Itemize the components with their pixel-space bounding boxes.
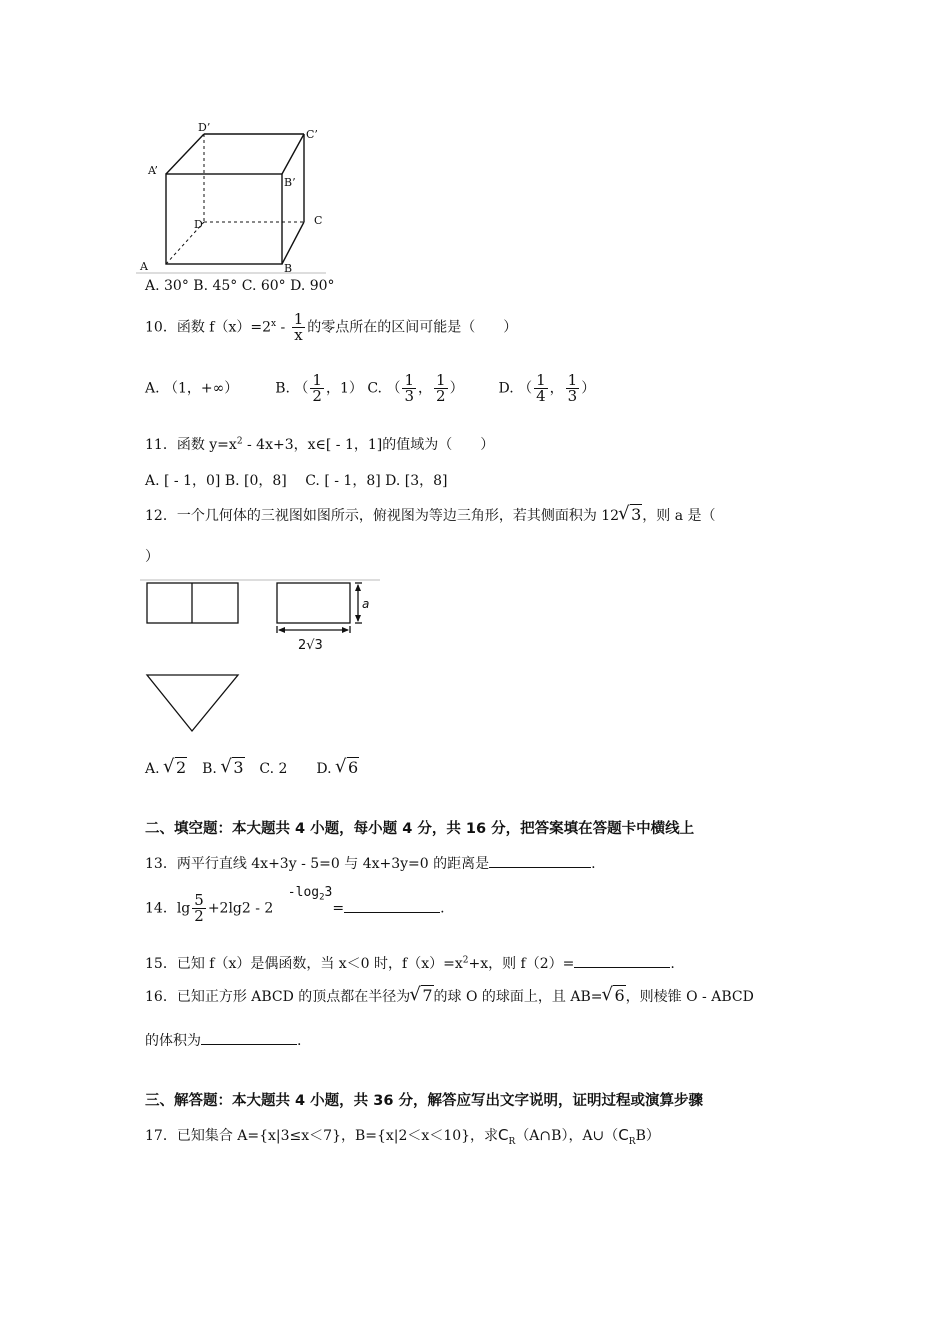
dim-bottom-label: 2√3 <box>298 638 323 653</box>
q11-options: A. [ - 1，0] B. [0，8] C. [ - 1，8] D. [3，8] <box>145 473 448 489</box>
q13-answer-blank[interactable] <box>489 867 591 868</box>
q14: 14．lg $\frac{5}{2}$ +2lg2 - 2 $-\log_23=$ . <box>145 885 445 925</box>
q10-fraction: $\frac{1}{x}$ <box>293 310 304 344</box>
q17: 17．已知集合 A={x|3≤x＜7}，B={x|2＜x＜10}，求$C_R(A\cap B)$，$A\cup(C_RB)$ <box>145 1126 660 1147</box>
q11-stem: 11．函数 $y=x^2 - 4x+3$，x∈[ - 1，1]的值域为（ ） <box>145 436 495 453</box>
label-B-prime: B’ <box>284 176 296 189</box>
q14-answer-blank[interactable] <box>344 912 440 913</box>
q12-stem-close: ） <box>145 549 159 565</box>
label-A-prime: A’ <box>148 164 158 177</box>
q13: 13．两平行直线 4x+3y - 5=0 与 4x+3y=0 的距离是 . <box>145 856 596 872</box>
cube-front-face <box>166 174 282 264</box>
dim-a-label: a <box>362 597 370 611</box>
q10-options: A. （1，+∞） B. （ $\frac{1}{2}$ ，1） C. （ $\frac{1}{3}$ ， $\frac{1}{2}$ ） D. （ $\frac{1}{4}$ ， $\frac{1}{3}$ ） <box>145 371 596 405</box>
q10-stem: 10．函数 $f(x)=2^x$ - $\frac{1}{x}$ 的零点所在的区间可能是（ ） <box>145 310 518 344</box>
three-view-figure <box>140 575 380 745</box>
cube-figure <box>136 118 336 278</box>
top-view-triangle <box>147 675 238 731</box>
q16-answer-blank[interactable] <box>201 1044 297 1045</box>
q15-answer-blank[interactable] <box>574 967 670 968</box>
q15: 15．已知 f（x）是偶函数，当 x＜0 时，$f(x)=x^2+x$，则 f（2）= . <box>145 955 675 972</box>
q12-options: A. √ 2 B. √ 3 C. 2 D. √ 6 <box>145 758 359 777</box>
label-C: C <box>314 214 323 227</box>
label-B: B <box>284 262 293 275</box>
q16-line2: 的体积为 . <box>145 1033 302 1049</box>
q16: 16．已知正方形 ABCD 的顶点都在半径为√ 7的球 O 的球面上，且 AB=√ 6，则棱锥 O - ABCD <box>145 986 754 1006</box>
side-view <box>277 583 350 623</box>
section2-heading: 二、填空题：本大题共 4 小题，每小题 4 分，共 16 分，把答案填在答题卡中横线上 <box>145 821 695 837</box>
q12-stem: 12．一个几何体的三视图如图所示，俯视图为等边三角形，若其侧面积为 12√ 3，则 a 是（ <box>145 505 716 525</box>
label-C-prime: C’ <box>306 128 318 141</box>
label-D: D <box>194 218 203 231</box>
label-D-prime: D’ <box>198 121 211 134</box>
section3-heading: 三、解答题：本大题共 4 小题，共 36 分，解答应写出文字说明，证明过程或演算步骤 <box>145 1093 703 1109</box>
q9-options: A. 30° B. 45° C. 60° D. 90° <box>145 278 335 294</box>
label-A: A <box>140 260 148 273</box>
